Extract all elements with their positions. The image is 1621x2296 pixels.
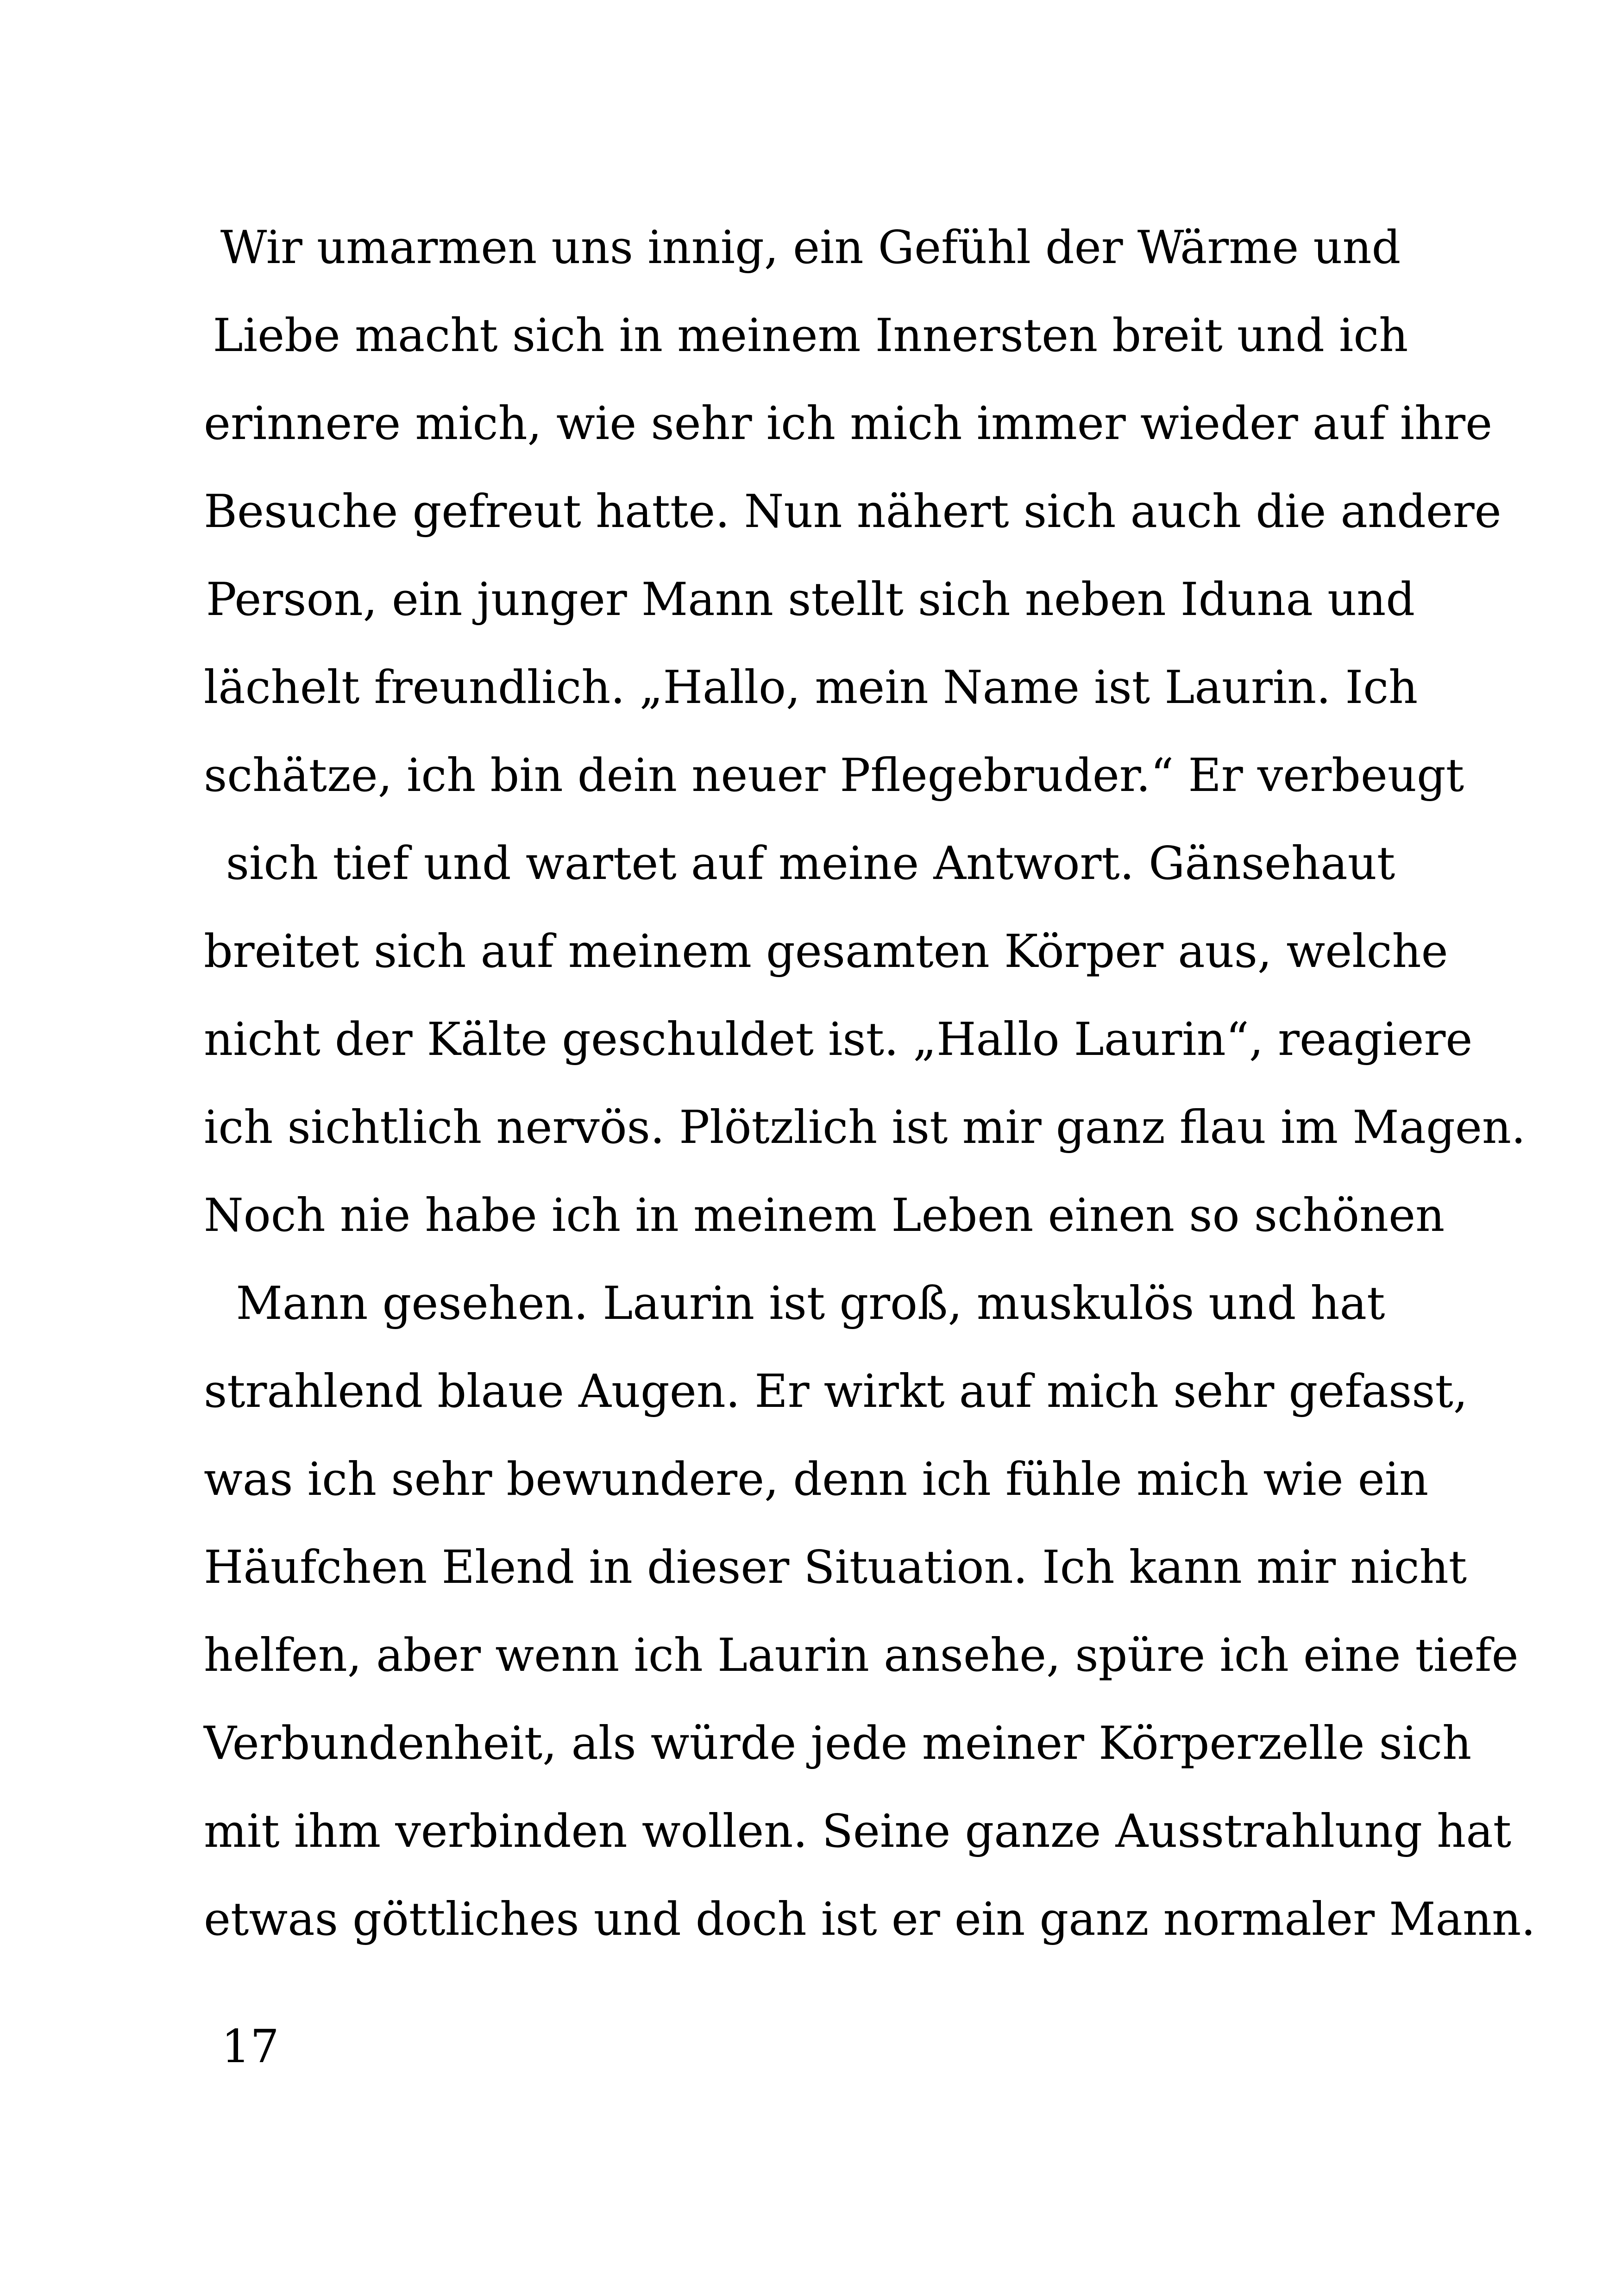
text-line: Person, ein junger Mann stellt sich neben Iduna und xyxy=(206,573,1415,626)
text-line: Verbundenheit, als würde jede meiner Körperzelle sich xyxy=(204,1717,1472,1770)
text-line: Mann gesehen. Laurin ist groß, muskulös und hat xyxy=(236,1277,1385,1330)
body-text xyxy=(204,204,1536,1964)
text-line: breitet sich auf meinem gesamten Körper aus, welche xyxy=(204,925,1448,978)
text-line: Wir umarmen uns innig, ein Gefühl der Wärme und xyxy=(220,221,1401,274)
text-line: Liebe macht sich in meinem Innersten breit und ich xyxy=(213,309,1408,362)
text-line: etwas göttliches und doch ist er ein ganz normaler Mann. xyxy=(204,1893,1536,1946)
text-line: was ich sehr bewundere, denn ich fühle mich wie ein xyxy=(204,1453,1429,1506)
text-line: mit ihm verbinden wollen. Seine ganze Ausstrahlung hat xyxy=(204,1805,1512,1858)
text-line: helfen, aber wenn ich Laurin ansehe, spüre ich eine tiefe xyxy=(204,1629,1519,1682)
text-line: Häufchen Elend in dieser Situation. Ich kann mir nicht xyxy=(204,1541,1467,1594)
text-line: erinnere mich, wie sehr ich mich immer wieder auf ihre xyxy=(204,397,1493,450)
text-line: Besuche gefreut hatte. Nun nähert sich auch die andere xyxy=(204,485,1502,538)
text-line: schätze, ich bin dein neuer Pflegebruder.“ Er verbeugt xyxy=(204,749,1464,802)
text-line: lächelt freundlich. „Hallo, mein Name ist Laurin. Ich xyxy=(204,661,1418,714)
text-line: ich sichtlich nervös. Plötzlich ist mir ganz flau im Magen. xyxy=(204,1101,1526,1154)
text-line: Noch nie habe ich in meinem Leben einen so schönen xyxy=(204,1189,1445,1242)
text-line: strahlend blaue Augen. Er wirkt auf mich sehr gefasst, xyxy=(204,1365,1468,1418)
page-number: 17 xyxy=(221,2020,279,2073)
text-line: nicht der Kälte geschuldet ist. „Hallo Laurin“, reagiere xyxy=(204,1013,1473,1066)
text-line: sich tief und wartet auf meine Antwort. Gänsehaut xyxy=(226,837,1395,890)
